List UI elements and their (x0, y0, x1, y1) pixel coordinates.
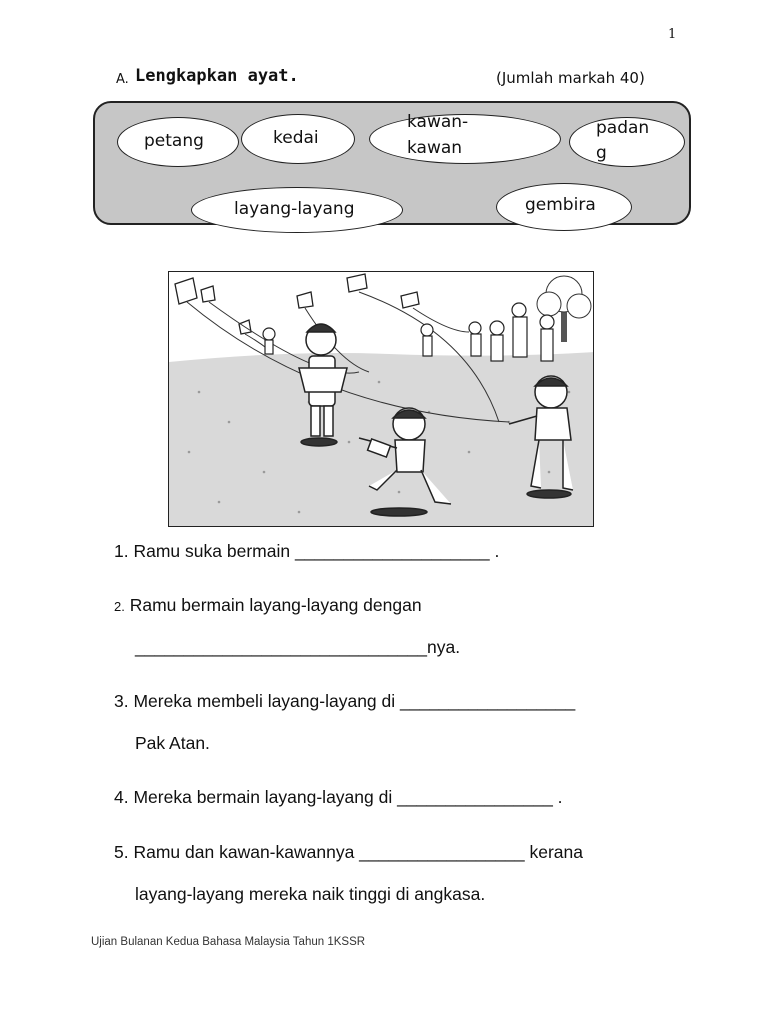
word-bank (93, 101, 691, 225)
question-text: Ramu suka bermain ____________________ . (133, 541, 500, 561)
word-kedai (241, 114, 355, 164)
word-padang (569, 117, 685, 167)
word-label: layang-layang (234, 199, 355, 219)
word-kawan-kawan (369, 114, 561, 164)
question-1 (114, 541, 499, 562)
section-letter: A. (116, 72, 129, 87)
question-number: 3. (114, 691, 129, 711)
kite-flying-illustration (168, 271, 594, 527)
total-marks: (Jumlah markah 40) (496, 69, 645, 87)
word-label: gembira (525, 195, 596, 215)
question-3-line2: Pak Atan. (135, 733, 210, 753)
kite-scene-drawing (169, 272, 594, 527)
question-number: 2. (114, 599, 125, 614)
question-text: Mereka bermain layang-layang di ________________ . (133, 787, 563, 807)
word-layang-layang (191, 187, 403, 233)
question-number: 1. (114, 541, 129, 561)
word-label: petang (144, 131, 204, 151)
question-4 (114, 787, 563, 808)
question-text-line1: Ramu bermain layang-layang dengan (129, 595, 422, 615)
question-5-line2: layang-layang mereka naik tinggi di angkasa. (135, 884, 486, 904)
question-2-line2: ______________________________nya. (135, 637, 461, 657)
question-text-line1: Mereka membeli layang-layang di __________________ (133, 691, 576, 711)
word-gembira (496, 183, 632, 231)
section-title: Lengkapkan ayat. (135, 66, 299, 86)
word-label-line2: g (596, 143, 607, 163)
word-label-line1: kawan- (407, 112, 469, 132)
word-petang (117, 117, 239, 167)
word-label: kedai (273, 128, 319, 148)
question-2 (114, 595, 422, 616)
question-number: 4. (114, 787, 129, 807)
question-5 (114, 842, 583, 863)
word-label-line1: padan (596, 118, 650, 138)
word-label-line2: kawan (407, 138, 463, 158)
footer-text: Ujian Bulanan Kedua Bahasa Malaysia Tahun 1KSSR (91, 936, 366, 948)
question-text-line1: Ramu dan kawan-kawannya _________________ kerana (133, 842, 583, 862)
page-number: 1 (668, 27, 677, 42)
question-number: 5. (114, 842, 129, 862)
question-3 (114, 691, 575, 712)
